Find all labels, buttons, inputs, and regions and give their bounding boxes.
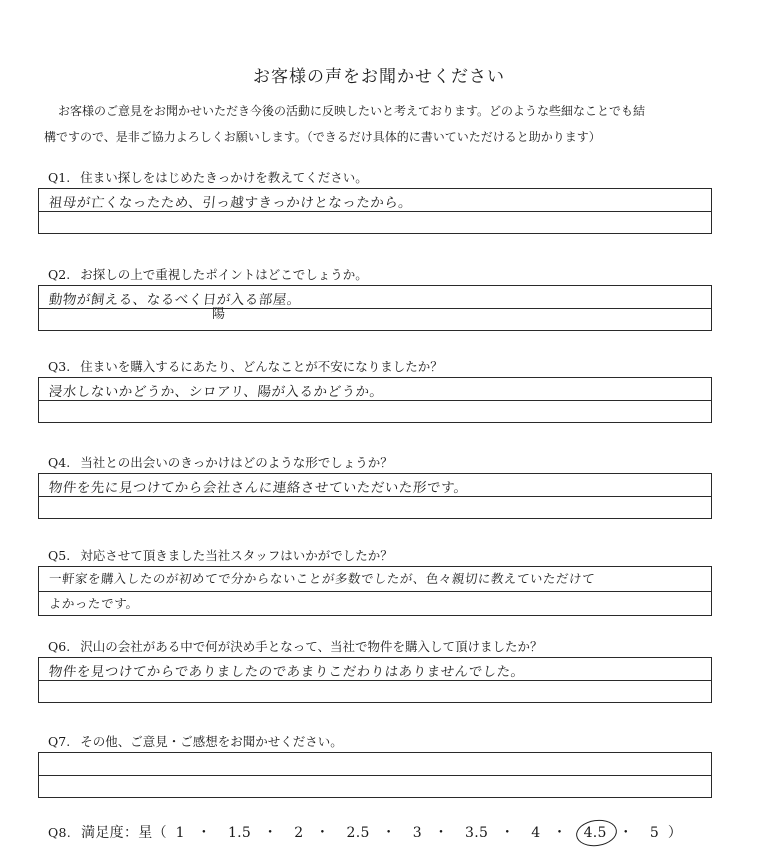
question-text: 住まいを購入するにあたり、どんなことが不安になりましたか？ (80, 359, 443, 374)
question-text: 沢山の会社がある中で何が決め手となって、当社で物件を購入して頂けましたか？ (80, 639, 543, 654)
rating-option-5[interactable]: 5 (649, 825, 660, 841)
rating-option-4.5[interactable]: 4.5 (580, 825, 611, 841)
answer-line: 物件を見つけてからでありましたのであまりこだわりはありませんでした。 (47, 664, 526, 680)
intro-line-1: お客様のご意見をお聞かせいただき今後の活動に反映したいと考えております。どのような些細なことでも結 (58, 104, 646, 118)
question-number: Q1. (48, 170, 71, 185)
question-text: お探しの上で重視したポイントはどこでしょうか。 (80, 267, 368, 282)
answer-box-2[interactable] (38, 285, 712, 331)
question-text: 対応させて頂きました当社スタッフはいかがでしたか？ (80, 548, 393, 563)
question-number: Q6. (48, 639, 71, 654)
answer-line: よかったです。 (48, 596, 140, 611)
rating-close: ） (667, 825, 683, 841)
question-number: Q5. (48, 548, 71, 563)
question-number: Q2. (48, 267, 71, 282)
answer-box-4[interactable] (38, 473, 712, 519)
question-number: Q3. (48, 359, 71, 374)
question-7 (48, 732, 343, 750)
rating-option-3.5[interactable]: 3.5 (465, 825, 489, 841)
answer-line: 祖母が亡くなったため、引っ越すきっかけとなったから。 (47, 195, 414, 211)
question-6 (48, 637, 542, 655)
question-text: 当社との出会いのきっかけはどのような形でしょうか？ (80, 455, 393, 470)
rating-label: 満足度：星（ (81, 825, 167, 841)
answer-box-6[interactable] (38, 657, 712, 703)
answer-box-3[interactable] (38, 377, 712, 423)
question-number: Q4. (48, 455, 71, 470)
question-number: Q8. (48, 825, 72, 840)
question-5 (48, 546, 393, 564)
answer-line: 一軒家を購入したのが初めてで分からないことが多数でしたが、色々親切に教えていただけて (48, 571, 596, 586)
question-text: 住まい探しをはじめたきっかけを教えてください。 (80, 170, 368, 185)
rating-option-2[interactable]: 2 (294, 825, 304, 841)
rating-option-1[interactable]: 1 (175, 825, 185, 841)
answer-box-5[interactable] (38, 566, 712, 616)
rating-option-4[interactable]: 4 (531, 825, 541, 841)
intro-line-2: 構ですので、是非ご協力よろしくお願いします。（できるだけ具体的に書いていただけると助かります） (44, 130, 601, 144)
answer-line: 物件を先に見つけてから会社さんに連絡させていただいた形です。 (47, 480, 469, 496)
question-4 (48, 453, 393, 471)
question-1 (48, 168, 368, 186)
question-number: Q7. (48, 734, 71, 749)
rating-option-3[interactable]: 3 (412, 825, 422, 841)
answer-line: 動物が飼える、なるべく日が入る部屋。 (47, 292, 302, 308)
page-title: お客様の声をお聞かせください (253, 67, 505, 87)
intro-text (44, 98, 724, 150)
answer-box-7[interactable] (38, 752, 712, 798)
question-2 (48, 265, 368, 283)
answer-box-1[interactable] (38, 188, 712, 234)
rating-option-1.5[interactable]: 1.5 (227, 825, 252, 841)
handwritten-correction: 陽 (212, 307, 226, 322)
question-3 (48, 357, 443, 375)
rating-option-2.5[interactable]: 2.5 (346, 825, 370, 841)
question-text: その他、ご意見・ご感想をお聞かせください。 (80, 734, 343, 749)
answer-line: 浸水しないかどうか、シロアリ、陽が入るかどうか。 (47, 384, 385, 400)
satisfaction-rating: Q8. 満足度：星（ 1 ・ 1.5 ・ 2 ・ 2.5 ・ 3 ・ 3.5 ・ 4 ・ 4.5 ・ 5 ） (48, 825, 683, 841)
